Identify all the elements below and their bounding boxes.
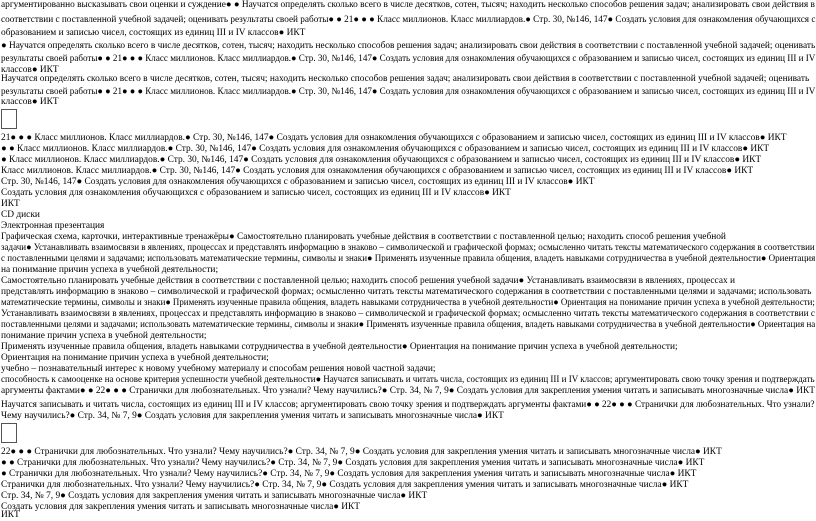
text-line-36: 22● ● ● Странички для любознательных. Что узнали? Чему научились?● Стр. 34, № 7, 9● Создать условия для закрепления умения читать и записывать многозначные числа● ИКТ	[1, 447, 722, 457]
text-line-7: Научатся определять сколько всего в числе десятков, сотен, тысяч; находить несколько способов решения задач; анализировать свои действия в соответствии с поставленной учебной задачей; оценивать	[1, 74, 810, 84]
text-line-40: Стр. 34, № 7, 9● Создать условия для закрепления умения читать и записывать многозначные числа● ИКТ	[1, 491, 428, 501]
empty-cell-box	[1, 423, 17, 443]
text-line-26: Устанавливать взаимосвязи в явлениях, процессах и представлять информацию в знаково – символической и графической формах; осмысленно читать тексты математического содержания в соответствии с	[1, 309, 816, 319]
text-line-1: аргументированно высказывать свои оценки и суждение● ● Научатся определять сколько всего в числе десятков, сотен, тысяч; находить несколько способов решения задач; анализировать свои действия в	[1, 0, 815, 10]
text-line-29: Применять изученные правила общения, владеть навыками сотрудничества в учебной деятельности● Ориентация на понимание причин успеха в учебной деятельности;	[1, 342, 678, 352]
text-line-28: понимание причин успеха в учебной деятельности;	[1, 331, 207, 341]
text-line-38: ● Странички для любознательных. Что узнали? Чему научились?● Стр. 34, № 7, 9● Создать условия для закрепления умения читать и записывать многозначные числа● ИКТ	[1, 469, 697, 479]
text-line-21: с поставленными целями и задачами; использовать математические термины, символы и знаки● Применять изученные правила общения, владеть навыками сотрудничества в учебной деятельности● Ориентация	[1, 254, 816, 264]
text-line-41: Создать условия для закрепления умения читать и записывать многозначные числа● ИКТ	[1, 502, 361, 512]
text-line-32: способность к самооценке на основе критерия успешности учебной деятельности● Научатся записывать и читать числа, состоящих из единиц III и IV классов; аргументировать свою точку зрения и подтверждать	[1, 375, 815, 385]
text-line-12: ● Класс миллионов. Класс миллиардов.● Стр. 30, №146, 147● Создать условия для ознакомления обучающихся с образованием и записью чисел, состоящих из единиц III и IV классов● ИКТ	[1, 155, 762, 165]
text-line-18: Электронная презентация	[1, 221, 105, 231]
text-line-24: представлять информацию в знаково – символической и графической формах; осмысленно читать тексты математического содержания в соответствии с поставленными целями и задачами; использовать	[1, 287, 812, 297]
text-line-19: Графическая схема, карточки, интерактивные тренажёры● Самостоятельно планировать учебные действия в соответствии с поставленной целью; находить способ решения учебной	[1, 232, 726, 242]
text-line-16: ИКТ	[1, 199, 20, 209]
text-line-6: классов● ИКТ	[1, 65, 59, 75]
text-line-39: Странички для любознательных. Что узнали? Чему научились?● Стр. 34, № 7, 9● Создать условия для закрепления умения читать и записывать многозначные числа● ИКТ	[1, 480, 689, 490]
text-line-42: ИКТ	[1, 510, 20, 520]
text-line-30: Ориентация на понимание причин успеха в учебной деятельности;	[1, 353, 269, 363]
text-line-22: на понимание причин успеха в учебной деятельности;	[1, 265, 219, 275]
text-line-5: результаты своей работы● ● 21● ● ● Класс миллионов. Класс миллиардов.● Стр. 30, №146, 147● Создать условия для ознакомления обучающихся с образованием и записью чисел, состоящих из единиц III и IV	[1, 54, 816, 64]
text-line-25: математические термины, символы и знаки● Применять изученные правила общения, владеть навыками сотрудничества в учебной деятельности● Ориентация на понимание причин успеха в учебной деятельности;	[1, 298, 815, 308]
empty-cell-box	[1, 109, 17, 129]
text-line-37: ● ● Странички для любознательных. Что узнали? Чему научились?● Стр. 34, № 7, 9● Создать условия для закрепления умения читать и записывать многозначные числа● ИКТ	[1, 458, 705, 468]
text-line-10: 21● ● ● Класс миллионов. Класс миллиардов.● Стр. 30, №146, 147● Создать условия для ознакомления обучающихся с образованием и записью чисел, состоящих из единиц III и IV классов● ИКТ	[1, 133, 787, 143]
text-line-4: ● Научатся определять сколько всего в числе десятков, сотен, тысяч; находить несколько способов решения задач; анализировать свои действия в соответствии с поставленной учебной задачей; оценивать	[1, 41, 816, 51]
text-line-15: Создать условия для ознакомления обучающихся с образованием и записью чисел, состоящих из единиц III и IV классов● ИКТ	[1, 188, 511, 198]
text-line-13: Класс миллионов. Класс миллиардов.● Стр. 30, №146, 147● Создать условия для ознакомления обучающихся с образованием и записью чисел, состоящих из единиц III и IV классов● ИКТ	[1, 166, 754, 176]
text-line-8: результаты своей работы● ● 21● ● ● Класс миллионов. Класс миллиардов.● Стр. 30, №146, 147● Создать условия для ознакомления обучающихся с образованием и записью чисел, состоящих из единиц III и IV	[1, 87, 816, 97]
text-line-31: учебно – познавательный интерес к новому учебному материалу и способам решения новой частной задачи;	[1, 364, 436, 374]
text-line-17: CD диски	[1, 210, 40, 220]
text-line-11: ● ● Класс миллионов. Класс миллиардов.● Стр. 30, №146, 147● Создать условия для ознакомления обучающихся с образованием и записью чисел, состоящих из единиц III и IV классов● ИКТ	[1, 144, 770, 154]
text-line-9: классов● ИКТ	[1, 97, 59, 107]
text-line-27: поставленными целями и задачами; использовать математические термины, символы и знаки● Применять изученные правила общения, владеть навыками сотрудничества в учебной деятельности● Ориентация на	[1, 320, 816, 330]
text-line-2: соответствии с поставленной учебной задачей; оценивать результаты своей работы● ● 21● ● ● Класс миллионов. Класс миллиардов.● Стр. 30, №146, 147● Создать условия для ознакомления обучающихся с	[1, 15, 816, 25]
text-line-23: Самостоятельно планировать учебные действия в соответствии с поставленной целью; находить способ решения учебной задачи● Устанавливать взаимосвязи в явлениях, процессах и	[1, 276, 736, 286]
text-line-33: аргументы фактами● ● 22● ● ● Странички для любознательных. Что узнали? Чему научились?● Стр. 34, № 7, 9● Создать условия для закрепления умения читать и записывать многозначные числа● ИКТ	[1, 386, 815, 396]
text-line-34: Научатся записывать и читать числа, состоящих из единиц III и IV классов; аргументировать свою точку зрения и подтверждать аргументы фактами● ● 22● ● ● Странички для любознательных. Что узнали?	[1, 400, 815, 410]
text-line-35: Чему научились?● Стр. 34, № 7, 9● Создать условия для закрепления умения читать и записывать многозначные числа● ИКТ	[1, 411, 504, 421]
text-line-20: задачи● Устанавливать взаимосвязи в явлениях, процессах и представлять информацию в знаково – символической и графической формах; осмысленно читать тексты математического содержания в соответствии	[1, 243, 815, 253]
text-line-3: образованием и записью чисел, состоящих из единиц III и IV классов● ИКТ	[1, 28, 306, 38]
text-line-14: Стр. 30, №146, 147● Создать условия для ознакомления обучающихся с образованием и записью чисел, состоящих из единиц III и IV классов● ИКТ	[1, 177, 595, 187]
